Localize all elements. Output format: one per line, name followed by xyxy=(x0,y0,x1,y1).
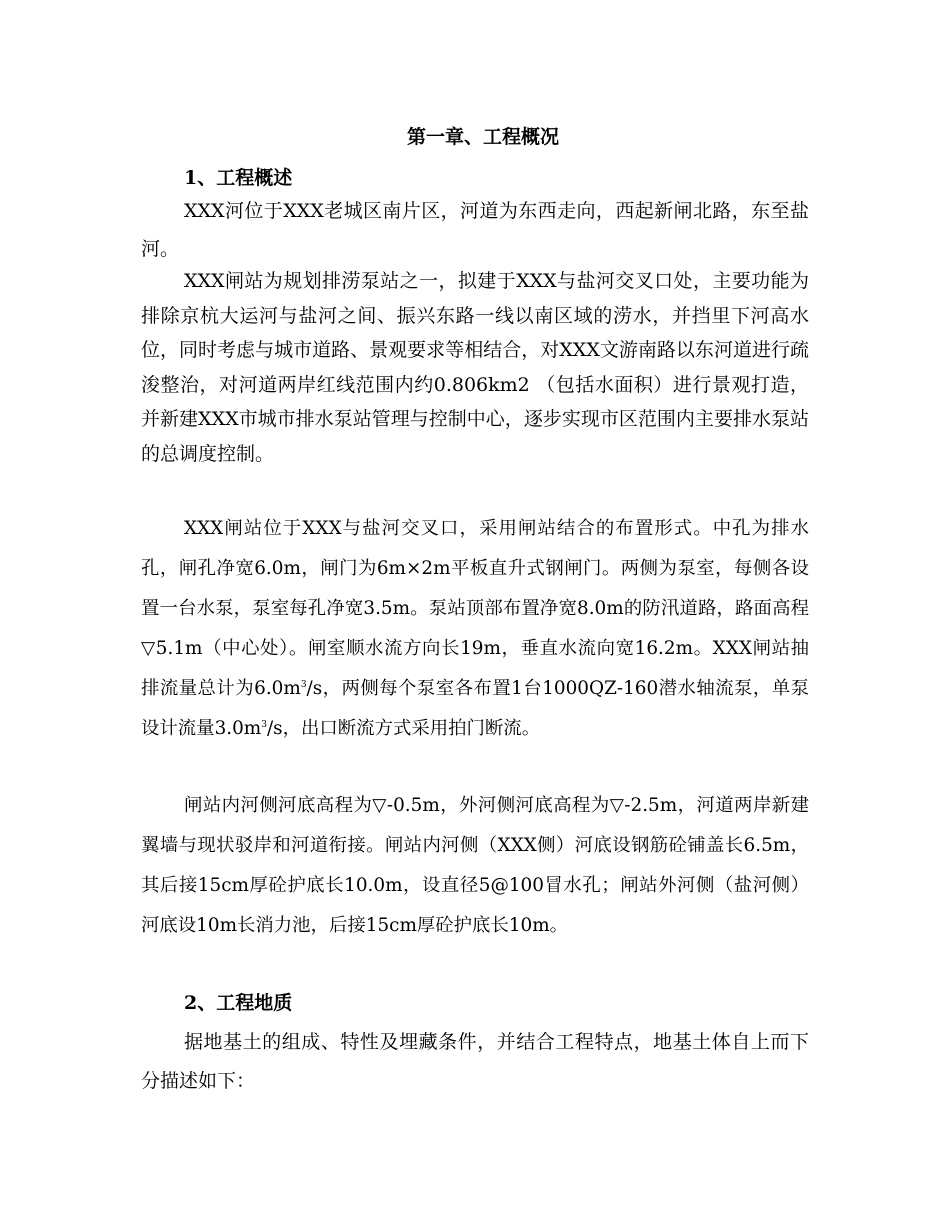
paragraph-station-layout-part1: XXX闸站位于XXX与盐河交叉口，采用闸站结合的布置形式。中孔为排水孔，闸孔净宽6.0m，闸门为6m×2m平板直升式钢闸门。两侧为泵室，每侧各设置一台水泵，泵室每孔净宽3.5m。泵站顶部布置净宽8.0m的防汛道路，路面高程▽5.1m（中心处）。闸室顺水流方向长19m，垂直水流向宽16.2m。XXX闸站抽排流量总计为6.0m xyxy=(141,518,809,699)
paragraph-station-layout-part2: /s，两侧每个泵室各布置1台1000QZ-160潜水轴流泵，单泵设计流量3.0m xyxy=(141,678,810,739)
paragraph-station-layout-part3: /s，出口断流方式采用拍门断流。 xyxy=(266,718,541,739)
paragraph-station-layout xyxy=(141,509,809,749)
section-heading-geology: 2、工程地质 xyxy=(184,992,293,1014)
chapter-title: 第一章、工程概况 xyxy=(406,126,559,148)
paragraph-river-location: XXX河位于XXX老城区南片区，河道为东西走向，西起新闸北路，东至盐河。 xyxy=(141,200,809,260)
paragraph-riverbed-elevation: 闸站内河侧河底高程为▽-0.5m，外河侧河底高程为▽-2.5m，河道两岸新建翼墙与现状驳岸和河道衔接。闸站内河侧（XXX侧）河底设钢筋砼铺盖长6.5m，其后接15cm厚砼护底长10.0m，设直径5@100冒水孔；闸站外河侧（盐河侧）河底设10m长消力池，后接15cm厚砼护底长10m。 xyxy=(141,795,809,936)
superscript-cubic-2: 3 xyxy=(261,719,267,730)
section-heading-overview: 1、工程概述 xyxy=(184,167,293,189)
superscript-cubic-1: 3 xyxy=(300,679,307,690)
paragraph-station-function: XXX闸站为规划排涝泵站之一，拟建于XXX与盐河交叉口处，主要功能为排除京杭大运河与盐河之间、振兴东路一线以南区域的涝水，并挡里下河高水位，同时考虑与城市道路、景观要求等相结合，对XXX文游南路以东河道进行疏浚整治，对河道两岸红线范围内约0.806km2 （包括水面积）进行景观打造，并新建XXX市城市排水泵站管理与控制中心，逐步实现市区范围内主要排水泵站的总调度控制。 xyxy=(141,270,809,465)
paragraph-geology-intro: 据地基土的组成、特性及埋藏条件，并结合工程特点，地基土体自上而下分描述如下： xyxy=(141,1031,809,1092)
